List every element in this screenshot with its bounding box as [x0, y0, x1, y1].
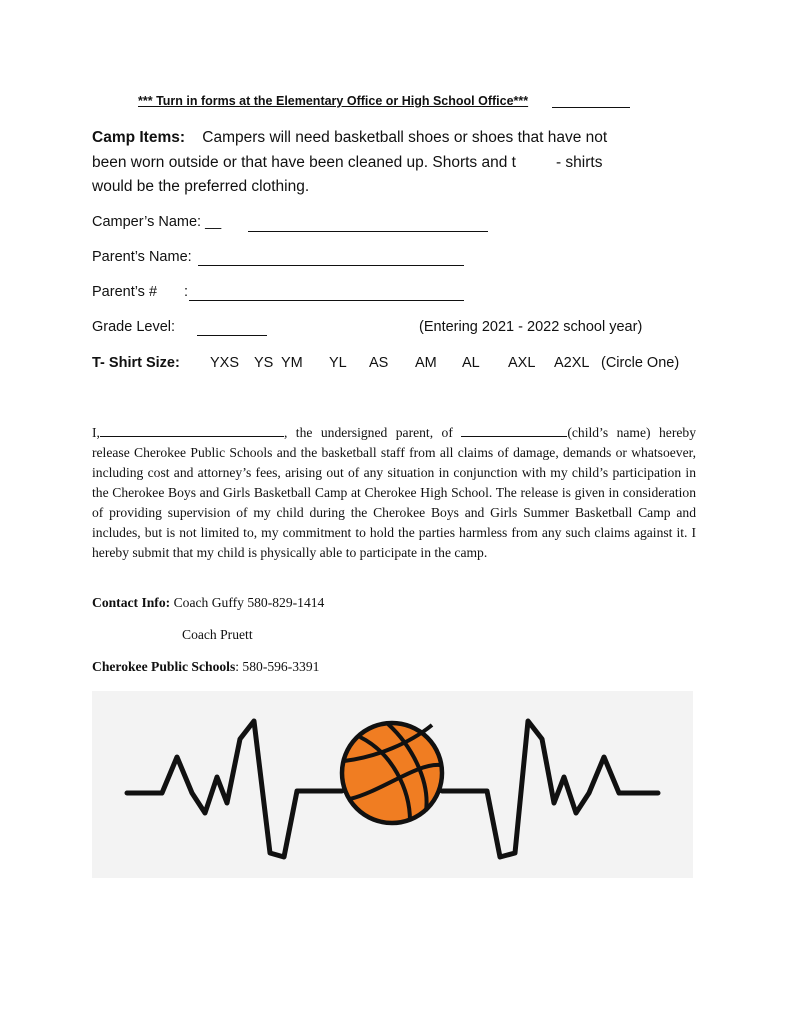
notice-underline — [552, 107, 630, 108]
heartbeat-line-left — [127, 721, 342, 857]
camp-items-text2: been worn outside or that have been cleaned up. Shorts and t — [92, 153, 516, 171]
size-option-axl[interactable]: AXL — [508, 355, 536, 371]
camp-items-text2b: - shirts — [555, 153, 603, 171]
size-option-yxs[interactable]: YXS — [210, 355, 240, 371]
size-option-ym[interactable]: YM — [281, 355, 303, 371]
child-name-blank[interactable] — [461, 424, 567, 437]
shirt-size-label-text: T- Shirt Size: — [92, 355, 180, 371]
school-year-note: (Entering 2021 - 2022 school year) — [419, 319, 643, 335]
parent-signature-blank[interactable] — [100, 424, 284, 437]
heartbeat-line-right — [442, 721, 658, 857]
camp-items-text1: Campers will need basketball shoes or shoes that have not — [202, 129, 608, 146]
school-contact-line — [92, 659, 319, 675]
parent-name-field[interactable] — [198, 265, 464, 266]
parent-name-label: Parent’s Name: — [92, 249, 192, 265]
size-option-a2xl[interactable]: A2XL — [554, 355, 590, 371]
release-lead: I, — [92, 425, 100, 440]
release-body: hereby release Cherokee Public Schools and the basketball staff from all claims of damage, demands or whatsoever, including cost and attorney’s fees, arising out of any situation in conjunction with my child’s participation in the Cherokee Boys and Girls Basketball Camp at Cherokee High School. The release is given in consideration of providing supervision of my child during the Cherokee Boys and Girls Summer Basketball Camp and includes, but is not limited to, my commitment to hold the parties harmless from any such claims against it. I hereby submit that my child is physically able to participate in the camp. — [92, 425, 696, 560]
coach-guffy: Coach Guffy 580-829-1414 — [173, 595, 325, 610]
size-option-as[interactable]: AS — [369, 355, 389, 371]
parent-phone-field[interactable] — [189, 300, 464, 301]
school-name-label: Cherokee Public Schools — [92, 659, 236, 674]
size-option-ys[interactable]: YS — [254, 355, 274, 371]
shirt-size-label — [92, 355, 180, 371]
camp-items-paragraph — [92, 126, 662, 200]
office-notice: *** Turn in forms at the Elementary Office or High School Office*** — [138, 94, 529, 108]
camper-name-field[interactable] — [248, 231, 488, 232]
basketball-heartbeat-graphic — [92, 691, 693, 878]
release-text-1: , the undersigned parent, of — [283, 425, 453, 440]
camp-items-line1 — [92, 126, 662, 151]
parent-phone-colon: : — [184, 284, 189, 300]
camper-name-label: Camper’s Name: __ — [92, 214, 222, 230]
camp-items-line3: would be the preferred clothing. — [92, 178, 310, 195]
size-option-am[interactable]: AM — [415, 355, 437, 371]
contact-info-line — [92, 595, 324, 611]
circle-one-instruction: (Circle One) — [601, 355, 680, 371]
size-option-al[interactable]: AL — [462, 355, 480, 371]
contact-info-label: Contact Info: — [92, 595, 171, 610]
parent-phone-label: Parent’s # — [92, 284, 158, 300]
size-option-yl[interactable]: YL — [329, 355, 347, 371]
coach-pruett: Coach Pruett — [182, 627, 253, 642]
basketball-heartbeat-icon — [92, 691, 693, 878]
release-text-2: (child’s name) — [567, 425, 651, 440]
basketball-icon — [342, 723, 442, 823]
camp-items-label: Camp Items: — [92, 129, 186, 146]
camp-items-line2 — [92, 151, 662, 176]
grade-level-field[interactable] — [197, 335, 267, 336]
release-paragraph — [92, 423, 696, 563]
school-phone: : 580-596-3391 — [235, 659, 320, 674]
grade-level-label: Grade Level: — [92, 319, 176, 335]
